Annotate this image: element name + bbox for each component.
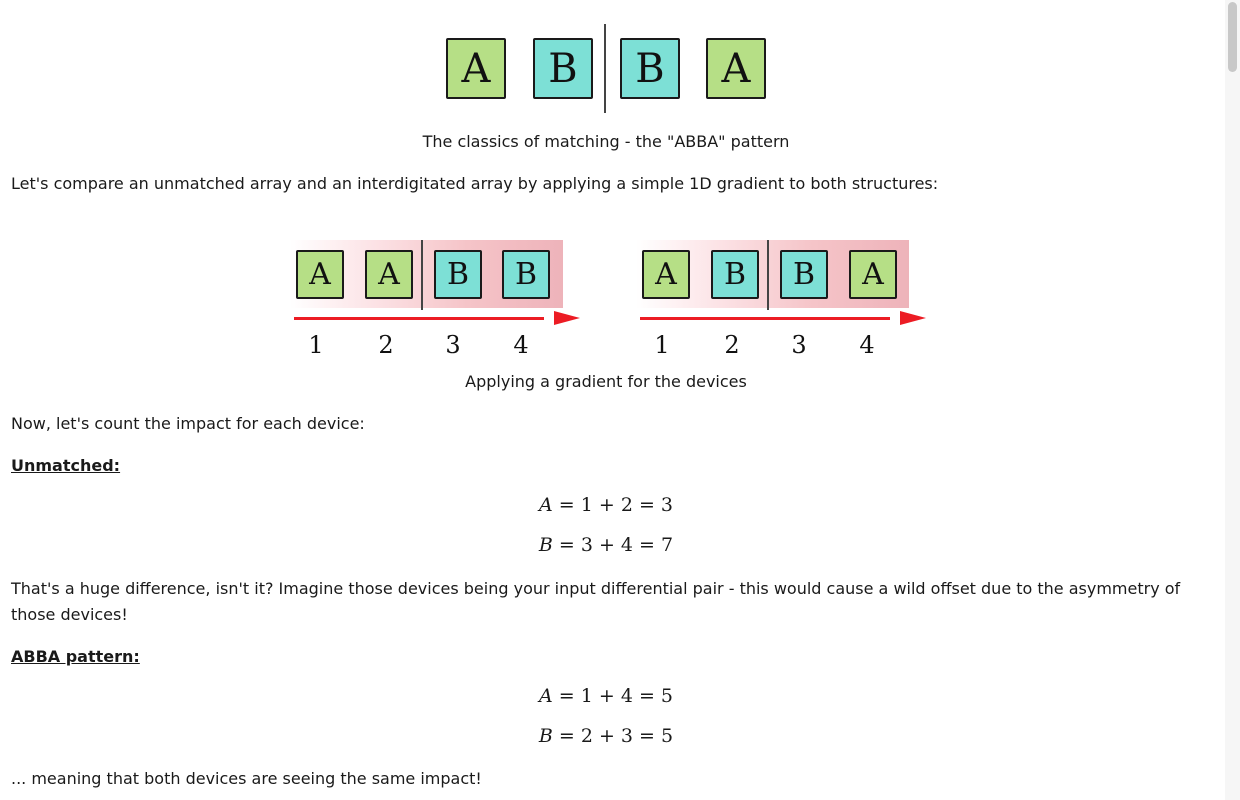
grad-right-divider — [767, 240, 769, 310]
position-number: 3 — [791, 331, 807, 359]
conclusion-paragraph: ... meaning that both devices are seeing the same impact! — [11, 769, 482, 788]
unmatched-equation-a — [11, 494, 1201, 516]
position-number: 4 — [859, 331, 875, 359]
position-number: 3 — [445, 331, 461, 359]
gradient-arrow-head — [554, 311, 580, 325]
math-variable: A — [539, 685, 553, 707]
vertical-scrollbar[interactable] — [1225, 0, 1240, 800]
difference-paragraph: That's a huge difference, isn't it? Imagine those devices being your input differential pair - this would cause a wild offset due to the asymmetry of those devices! — [11, 579, 1181, 624]
gradient-arrow-head — [900, 311, 926, 325]
top-box-b1: B — [533, 38, 593, 99]
position-number: 1 — [308, 331, 324, 359]
grad-left-box-1: A — [296, 250, 344, 299]
grad-right-box-4: A — [849, 250, 897, 299]
math-variable: B — [538, 725, 553, 747]
position-number: 2 — [378, 331, 394, 359]
abba-heading: ABBA pattern: — [11, 647, 140, 666]
scrollbar-thumb[interactable] — [1228, 2, 1237, 72]
top-box-a2: A — [706, 38, 766, 99]
top-box-a1: A — [446, 38, 506, 99]
grad-right-box-1: A — [642, 250, 690, 299]
grad-right-box-2: B — [711, 250, 759, 299]
intro-paragraph: Let's compare an unmatched array and an interdigitated array by applying a simple 1D gradient to both structures: — [11, 174, 939, 193]
math-expression: = 1 + 4 = 5 — [552, 685, 673, 707]
math-expression: = 1 + 2 = 3 — [552, 494, 673, 516]
abba-equation-b — [11, 725, 1201, 747]
position-number: 2 — [724, 331, 740, 359]
position-number: 1 — [654, 331, 670, 359]
grad-left-box-2: A — [365, 250, 413, 299]
gradient-figure-caption: Applying a gradient for the devices — [465, 372, 747, 391]
unmatched-equation-b — [11, 534, 1201, 556]
unmatched-heading: Unmatched: — [11, 456, 121, 475]
grad-left-divider — [421, 240, 423, 310]
count-paragraph: Now, let's count the impact for each device: — [11, 414, 365, 433]
gradient-arrow — [294, 317, 544, 320]
top-center-divider — [604, 24, 606, 113]
math-variable: A — [539, 494, 553, 516]
abba-equation-a — [11, 685, 1201, 707]
gradient-arrow — [640, 317, 890, 320]
math-variable: B — [538, 534, 553, 556]
grad-right-box-3: B — [780, 250, 828, 299]
grad-left-box-3: B — [434, 250, 482, 299]
grad-left-box-4: B — [502, 250, 550, 299]
math-expression: = 3 + 4 = 7 — [552, 534, 674, 556]
position-number: 4 — [513, 331, 529, 359]
top-box-b2: B — [620, 38, 680, 99]
abba-figure-caption: The classics of matching - the "ABBA" pattern — [422, 132, 790, 151]
math-expression: = 2 + 3 = 5 — [552, 725, 674, 747]
